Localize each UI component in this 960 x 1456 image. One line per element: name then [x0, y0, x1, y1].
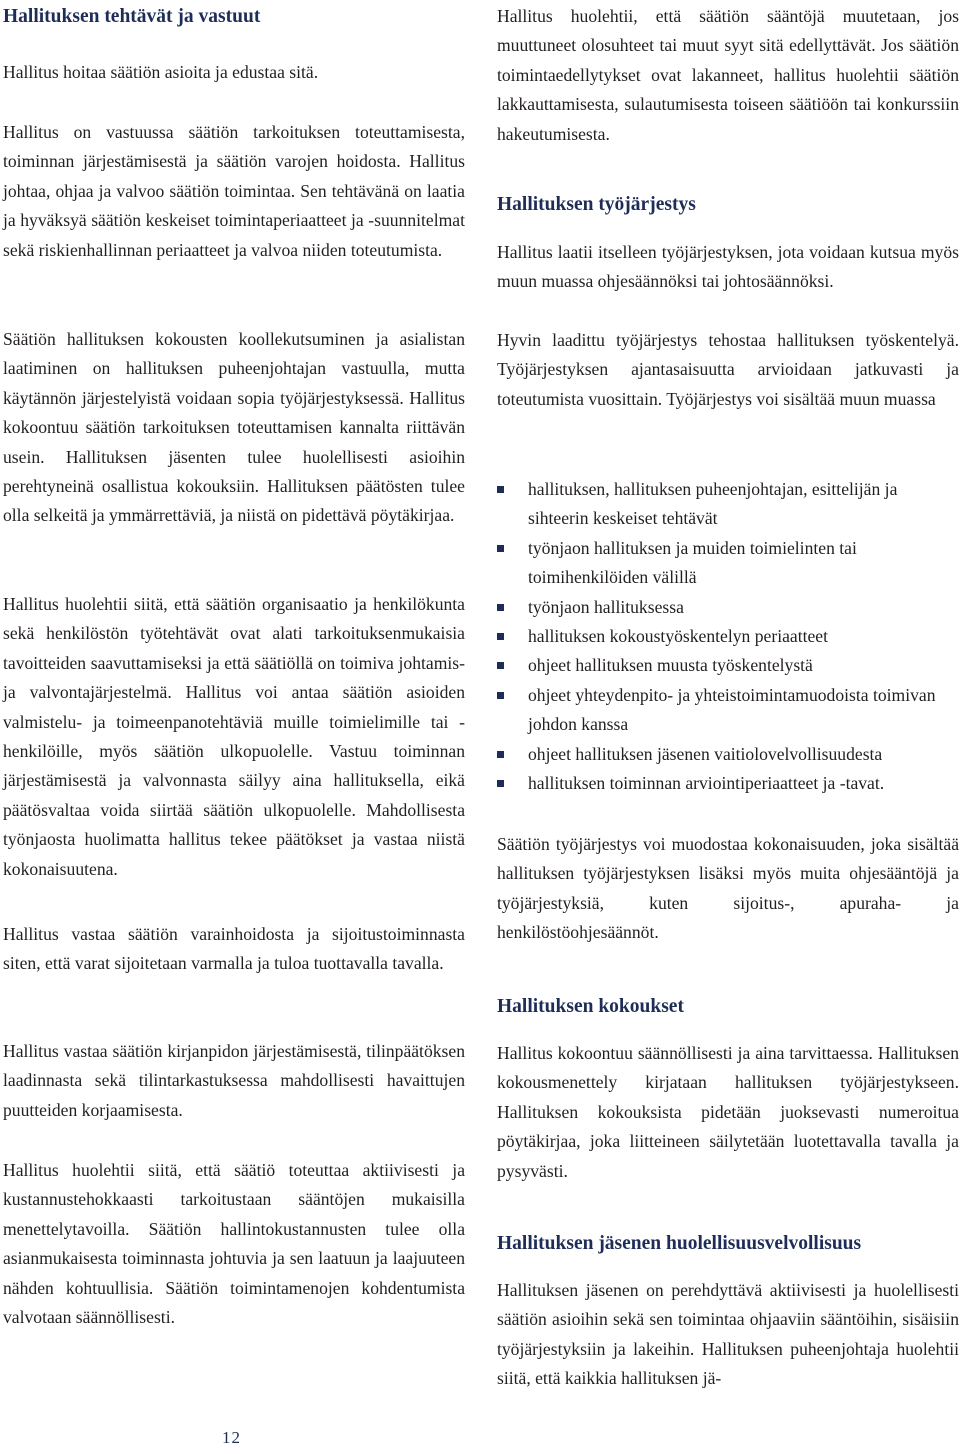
list-item: työnjaon hallituksen ja muiden toimielinten tai toimihenkilöiden välillä: [497, 534, 959, 593]
section-heading-tehtavat: Hallituksen tehtävät ja vastuut: [3, 6, 261, 27]
square-bullet-icon: [497, 545, 504, 552]
list-item: ohjeet yhteydenpito- ja yhteistoimintamuodoista toimivan johdon kanssa: [497, 681, 959, 740]
section-heading-tyojarjestys: Hallituksen työjärjestys: [497, 194, 696, 215]
page-number: 12: [222, 1428, 241, 1447]
list-item: työnjaon hallituksessa: [497, 593, 959, 622]
paragraph-tyojarjestys-2: Hyvin laadittu työjärjestys tehostaa hallituksen työskentelyä. Työjärjestyksen ajantasaisuutta arvioidaan jatkuvasti ja toteutumista vuosittain. Työjärjestys voi sisältää muun muassa: [497, 330, 959, 409]
paragraph-left-7: Hallitus huolehtii siitä, että säätiö toteuttaa aktiivisesti ja kustannustehokkaasti tarkoitustaan sääntöjen mukaisilla menettelytavoilla. Säätiön hallintokustannusten tulee olla asianmukaisesta toiminnasta johtuvia ja sen laatuun ja laajuuteen nähden kohtuullisia. Säätiön toimintamenojen kohdentumista valvotaan säännöllisesti.: [3, 1160, 465, 1328]
tyojarjestys-bullet-list: [497, 475, 959, 798]
section-heading-kokoukset: Hallituksen kokoukset: [497, 996, 684, 1017]
paragraph-left-6: Hallitus vastaa säätiön kirjanpidon järjestämisestä, tilinpäätöksen laadinnasta sekä tilintarkastuksessa mahdollisesti havaittujen puutteiden korjaamisesta.: [3, 1041, 465, 1120]
list-item: ohjeet hallituksen jäsenen vaitiolovelvollisuudesta: [497, 740, 959, 769]
list-item: hallituksen toiminnan arviointiperiaatteet ja -tavat.: [497, 769, 959, 798]
paragraph-left-1: Hallitus hoitaa säätiön asioita ja edustaa sitä.: [3, 62, 319, 82]
list-item: hallituksen, hallituksen puheenjohtajan, esittelijän ja sihteerin keskeiset tehtävät: [497, 475, 959, 534]
list-item: hallituksen kokoustyöskentelyn periaatteet: [497, 622, 959, 651]
paragraph-left-5: Hallitus vastaa säätiön varainhoidosta ja sijoitustoiminnasta siten, että varat sijoitetaan varmalla ja tuloa tuottavalla tavalla.: [3, 924, 465, 974]
square-bullet-icon: [497, 604, 504, 611]
list-item: ohjeet hallituksen muusta työskentelystä: [497, 651, 959, 680]
square-bullet-icon: [497, 751, 504, 758]
square-bullet-icon: [497, 780, 504, 787]
square-bullet-icon: [497, 633, 504, 640]
paragraph-left-2: Hallitus on vastuussa säätiön tarkoituksen toteuttamisesta, toiminnan järjestämisestä ja säätiön varojen hoidosta. Hallitus johtaa, ohjaa ja valvoo säätiön toimintaa. Sen tehtävänä on laatia ja hyväksyä säätiön keskeiset toimintaperiaatteet ja -suunnitelmat sekä riskienhallinnan periaatteet ja valvoa niiden toteutumista.: [3, 122, 465, 260]
paragraph-right-intro: Hallitus huolehtii, että säätiön sääntöjä muutetaan, jos muuttuneet olosuhteet tai muut syyt sitä edellyttävät. Jos säätiön toimintaedellytykset ovat lakanneet, hallitus huolehtii säätiön lakkauttamisesta, sulautumisesta toiseen säätiöön tai konkurssiin hakeutumisesta.: [497, 6, 959, 144]
paragraph-kokoukset-1: Hallitus kokoontuu säännöllisesti ja aina tarvittaessa. Hallituksen kokousmenettely kirjataan hallituksen työjärjestykseen. Hallituksen kokouksista pidetään juoksevasti numeroitua pöytäkirjaa, joka liitteineen säilytetään luotettavalla tavalla ja pysyvästi.: [497, 1043, 959, 1181]
paragraph-tyojarjestys-3: Säätiön työjärjestys voi muodostaa kokonaisuuden, joka sisältää hallituksen työjärjestyksen lisäksi myös muita ohjesääntöjä ja työjärjestyksiä, kuten sijoitus-, apuraha- ja henkilöstöohjesäännöt.: [497, 834, 959, 943]
square-bullet-icon: [497, 486, 504, 493]
square-bullet-icon: [497, 692, 504, 699]
square-bullet-icon: [497, 662, 504, 669]
paragraph-left-4: Hallitus huolehtii siitä, että säätiön organisaatio ja henkilökunta sekä henkilöstön työtehtävät ovat alati tarkoituksenmukaisia tavoitteiden saavuttamiseksi ja että säätiöllä on toimiva johtamis- ja valvontajärjestelmä. Hallitus voi antaa säätiön asioiden valmistelu- ja toimeenpanotehtäviä muille toimielimille tai -henkilöille, myös säätiön ulkopuolelle. Vastuu toiminnan järjestämisestä ja valvonnasta säilyy aina hallituksella, eikä päätösvaltaa voida siirtää säätiön ulkopuolelle. Mahdollisesta työnjaosta huolimatta hallitus tekee päätökset ja vastaa niistä kokonaisuutena.: [3, 594, 465, 879]
paragraph-left-3: Säätiön hallituksen kokousten koollekutsuminen ja asialistan laatiminen on hallituksen puheenjohtajan vastuulla, mutta käytännön järjestelyistä voidaan sopia työjärjestyksessä. Hallitus kokoontuu säätiön tarkoituksen toteuttamisen kannalta riittävän usein. Hallituksen jäsenten tulee huolellisesti asioihin perehtyneinä osallistua kokouksiin. Hallituksen päätösten tulee olla selkeitä ja ymmärrettäviä, ja niistä on pidettävä pöytäkirjaa.: [3, 329, 465, 526]
paragraph-tyojarjestys-1: Hallitus laatii itselleen työjärjestyksen, jota voidaan kutsua myös muun muassa ohjesäännöksi tai johtosäännöksi.: [497, 242, 959, 292]
paragraph-huolellisuus-1: Hallituksen jäsenen on perehdyttävä aktiivisesti ja huolellisesti säätiön asioihin sekä sen toimintaa ohjaaviin sääntöihin, sisäisiin työjärjestyksiin ja lakeihin. Hallituksen puheenjohtaja huolehtii siitä, että kaikkia hallituksen jä-: [497, 1280, 959, 1389]
section-heading-huolellisuusvelvollisuus: Hallituksen jäsenen huolellisuusvelvollisuus: [497, 1233, 862, 1254]
